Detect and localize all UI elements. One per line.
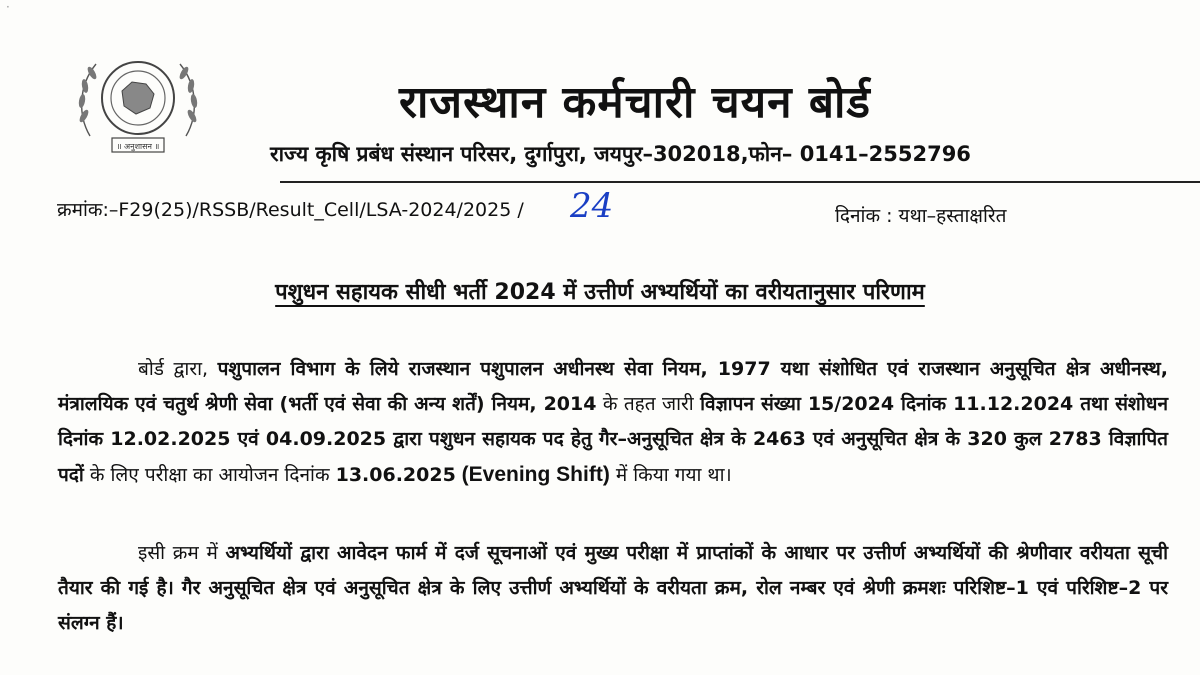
p1-seg5: के लिए परीक्षा का आयोजन दिनांक: [83, 464, 336, 486]
paragraph-1: [58, 352, 1168, 493]
org-address: राज्य कृषि प्रबंध संस्थान परिसर, दुर्गापुरा, जयपुर–302018,फोन– 0141–2552796: [270, 142, 971, 166]
org-title: राजस्थान कर्मचारी चयन बोर्ड: [399, 77, 871, 128]
p1-rules-ref: पशुपालन विभाग के लिये राजस्थान पशुपालन अधीनस्थ सेवा नियम, 1977 यथा संशोधित एवं राजस्थान अनुसूचित क्षेत्र अधीनस्थ, मंत्रालयिक एवं चतुर्थ श्रेणी सेवा (भर्ती एवं सेवा की अन्य शर्तें) नियम, 2014: [58, 358, 1168, 415]
p1-seg3: के तहत जारी: [596, 393, 701, 415]
header-divider: [280, 181, 1200, 183]
document-subject: [0, 276, 1200, 306]
rssb-emblem-logo: [72, 46, 204, 158]
date-label: दिनांक : यथा–हस्ताक्षरित: [835, 205, 1007, 227]
p1-shift: (Evening Shift): [455, 463, 610, 486]
scan-mark: ·: [6, 0, 10, 14]
p1-advertisement-ref: विज्ञापन संख्या 15/2024 दिनांक 11.12.2024 तथा संशोधन दिनांक 12.02.2025 एवं 04.09.2025 द्वारा पशुधन सहायक पद हेतु गैर–अनुसूचित क्षेत्र के 2463 एवं अनुसूचित क्षेत्र के 320 कुल 2783 विज्ञापित पदों: [58, 393, 1168, 486]
p2-merit-list-text: अभ्यर्थियों द्वारा आवेदन फार्म में दर्ज सूचनाओं एवं मुख्य परीक्षा में प्राप्तांकों के आधार पर उत्तीर्ण अभ्यर्थियों की श्रेणीवार वरीयता सूची तैयार की गई है। गैर अनुसूचित क्षेत्र एवं अनुसूचित क्षेत्र के लिए उत्तीर्ण अभ्यर्थियों के वरीयता क्रम, रोल नम्बर एवं श्रेणी क्रमशः परिशिष्ट–1 एवं परिशिष्ट–2 पर संलग्न हैं।: [58, 542, 1168, 634]
p1-exam-date: 13.06.2025: [335, 464, 456, 486]
subject-text: पशुधन सहायक सीधी भर्ती 2024 में उत्तीर्ण अभ्यर्थियों का वरीयतानुसार परिणाम: [275, 280, 925, 305]
paragraph-2: [58, 536, 1168, 641]
p2-seg1: इसी क्रम में: [138, 542, 226, 564]
emblem-motto: ॥ अनुशासन ॥: [116, 142, 160, 151]
p1-seg1: बोर्ड द्वारा,: [138, 358, 218, 380]
p1-seg8: में किया गया था।: [609, 464, 732, 486]
handwritten-ref-number: 24: [570, 186, 614, 226]
reference-number: क्रमांक:–F29(25)/RSSB/Result_Cell/LSA-2024/2025 /: [57, 199, 524, 221]
